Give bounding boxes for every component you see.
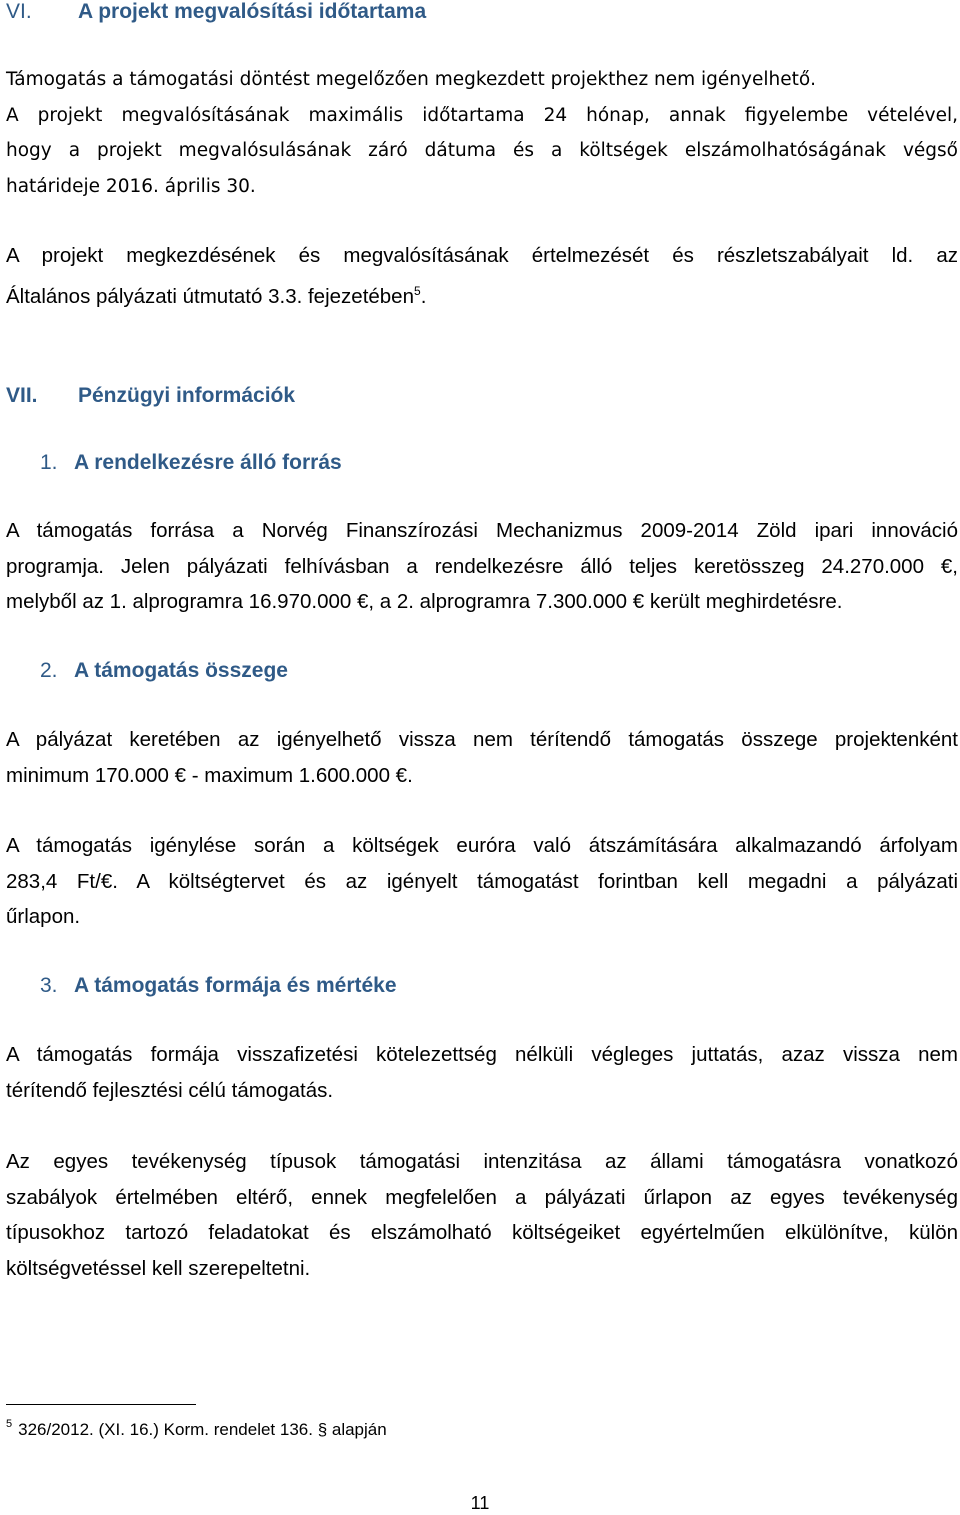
subsection-title: A rendelkezésre álló forrás bbox=[74, 451, 342, 474]
text-line: A pályázat keretében az igényelhető vissza nem térítendő támogatás összege projektenként bbox=[6, 728, 958, 751]
subsection-title: A támogatás formája és mértéke bbox=[74, 974, 397, 997]
section-title: A projekt megvalósítási időtartama bbox=[78, 0, 427, 23]
subsection-heading-1 bbox=[40, 451, 342, 475]
paragraph bbox=[6, 722, 958, 793]
text-line: költségvetéssel kell szerepeltetni. bbox=[6, 1256, 311, 1280]
text-line: A támogatás forrása a Norvég Finanszírozási Mechanizmus 2009-2014 Zöld ipari innováció bbox=[6, 519, 958, 542]
section-heading-vi bbox=[6, 0, 426, 24]
text-line: minimum 170.000 € - maximum 1.600.000 €. bbox=[6, 763, 413, 787]
text-line: típusokhoz tartozó feladatokat és elszámolható költségeiket egyértelműen elkülönítve, külön bbox=[6, 1221, 958, 1244]
text-line: Támogatás a támogatási döntést megelőzően megkezdett projekthez nem igényelhető. bbox=[6, 69, 817, 90]
section-heading-vii bbox=[6, 384, 295, 408]
section-number: VI. bbox=[6, 0, 32, 23]
subsection-title: A támogatás összege bbox=[74, 659, 288, 682]
text-line: hogy a projekt megvalósulásának záró dátuma és a költségek elszámolhatóságának végső bbox=[6, 140, 958, 161]
text-line: A támogatás igénylése során a költségek euróra való átszámítására alkalmazandó árfolyam bbox=[6, 834, 958, 857]
text-line: Az egyes tevékenység típusok támogatási intenzitása az állami támogatásra vonatkozó bbox=[6, 1150, 958, 1173]
page-number: 11 bbox=[470, 1493, 490, 1513]
footnote-separator bbox=[6, 1404, 196, 1405]
paragraph bbox=[6, 62, 958, 204]
paragraph bbox=[6, 828, 958, 935]
text-span: Általános pályázati útmutató 3.3. fejezetében bbox=[6, 284, 414, 308]
subsection-number: 1. bbox=[40, 451, 58, 474]
paragraph bbox=[6, 1037, 958, 1108]
subsection-number: 3. bbox=[40, 974, 58, 997]
text-line: programja. Jelen pályázati felhívásban a rendelkezésre álló teljes keretösszeg 24.270.000 €, bbox=[6, 554, 958, 578]
footnote-number: 5 bbox=[6, 1418, 13, 1430]
text-span: . bbox=[420, 284, 427, 308]
footnote-ref: 5 bbox=[414, 283, 421, 298]
text-line: határideje 2016. április 30. bbox=[6, 175, 256, 197]
text-line: A projekt megkezdésének és megvalósításának értelmezését és részletszabályait ld. az bbox=[6, 244, 958, 267]
text-line: 283,4 Ft/€. A költségtervet és az igényelt támogatást forintban kell megadni a pályázati bbox=[6, 869, 958, 893]
subsection-number: 2. bbox=[40, 659, 58, 682]
paragraph bbox=[6, 1144, 958, 1286]
subsection-heading-2 bbox=[40, 659, 288, 683]
text-line: melyből az 1. alprogramra 16.970.000 €, a 2. alprogramra 7.300.000 € került meghirdetésre. bbox=[6, 590, 843, 613]
paragraph bbox=[6, 238, 958, 314]
footnote bbox=[6, 1418, 387, 1440]
text-line: A támogatás formája visszafizetési kötelezettség nélküli végleges juttatás, azaz vissza nem bbox=[6, 1043, 958, 1066]
footnote-text: 326/2012. (XI. 16.) Korm. rendelet 136. § alapján bbox=[18, 1420, 387, 1439]
text-line: űrlapon. bbox=[6, 905, 81, 928]
section-number: VII. bbox=[6, 384, 38, 407]
subsection-heading-3 bbox=[40, 974, 397, 998]
text-line: A projekt megvalósításának maximális időtartama 24 hónap, annak figyelembe vételével, bbox=[6, 104, 958, 126]
text-line bbox=[6, 274, 958, 314]
text-line: térítendő fejlesztési célú támogatás. bbox=[6, 1078, 334, 1102]
section-title: Pénzügyi információk bbox=[78, 384, 296, 407]
text-line: szabályok értelmében eltérő, ennek megfelelően a pályázati űrlapon az egyes tevékenység bbox=[6, 1185, 958, 1209]
paragraph bbox=[6, 513, 958, 620]
